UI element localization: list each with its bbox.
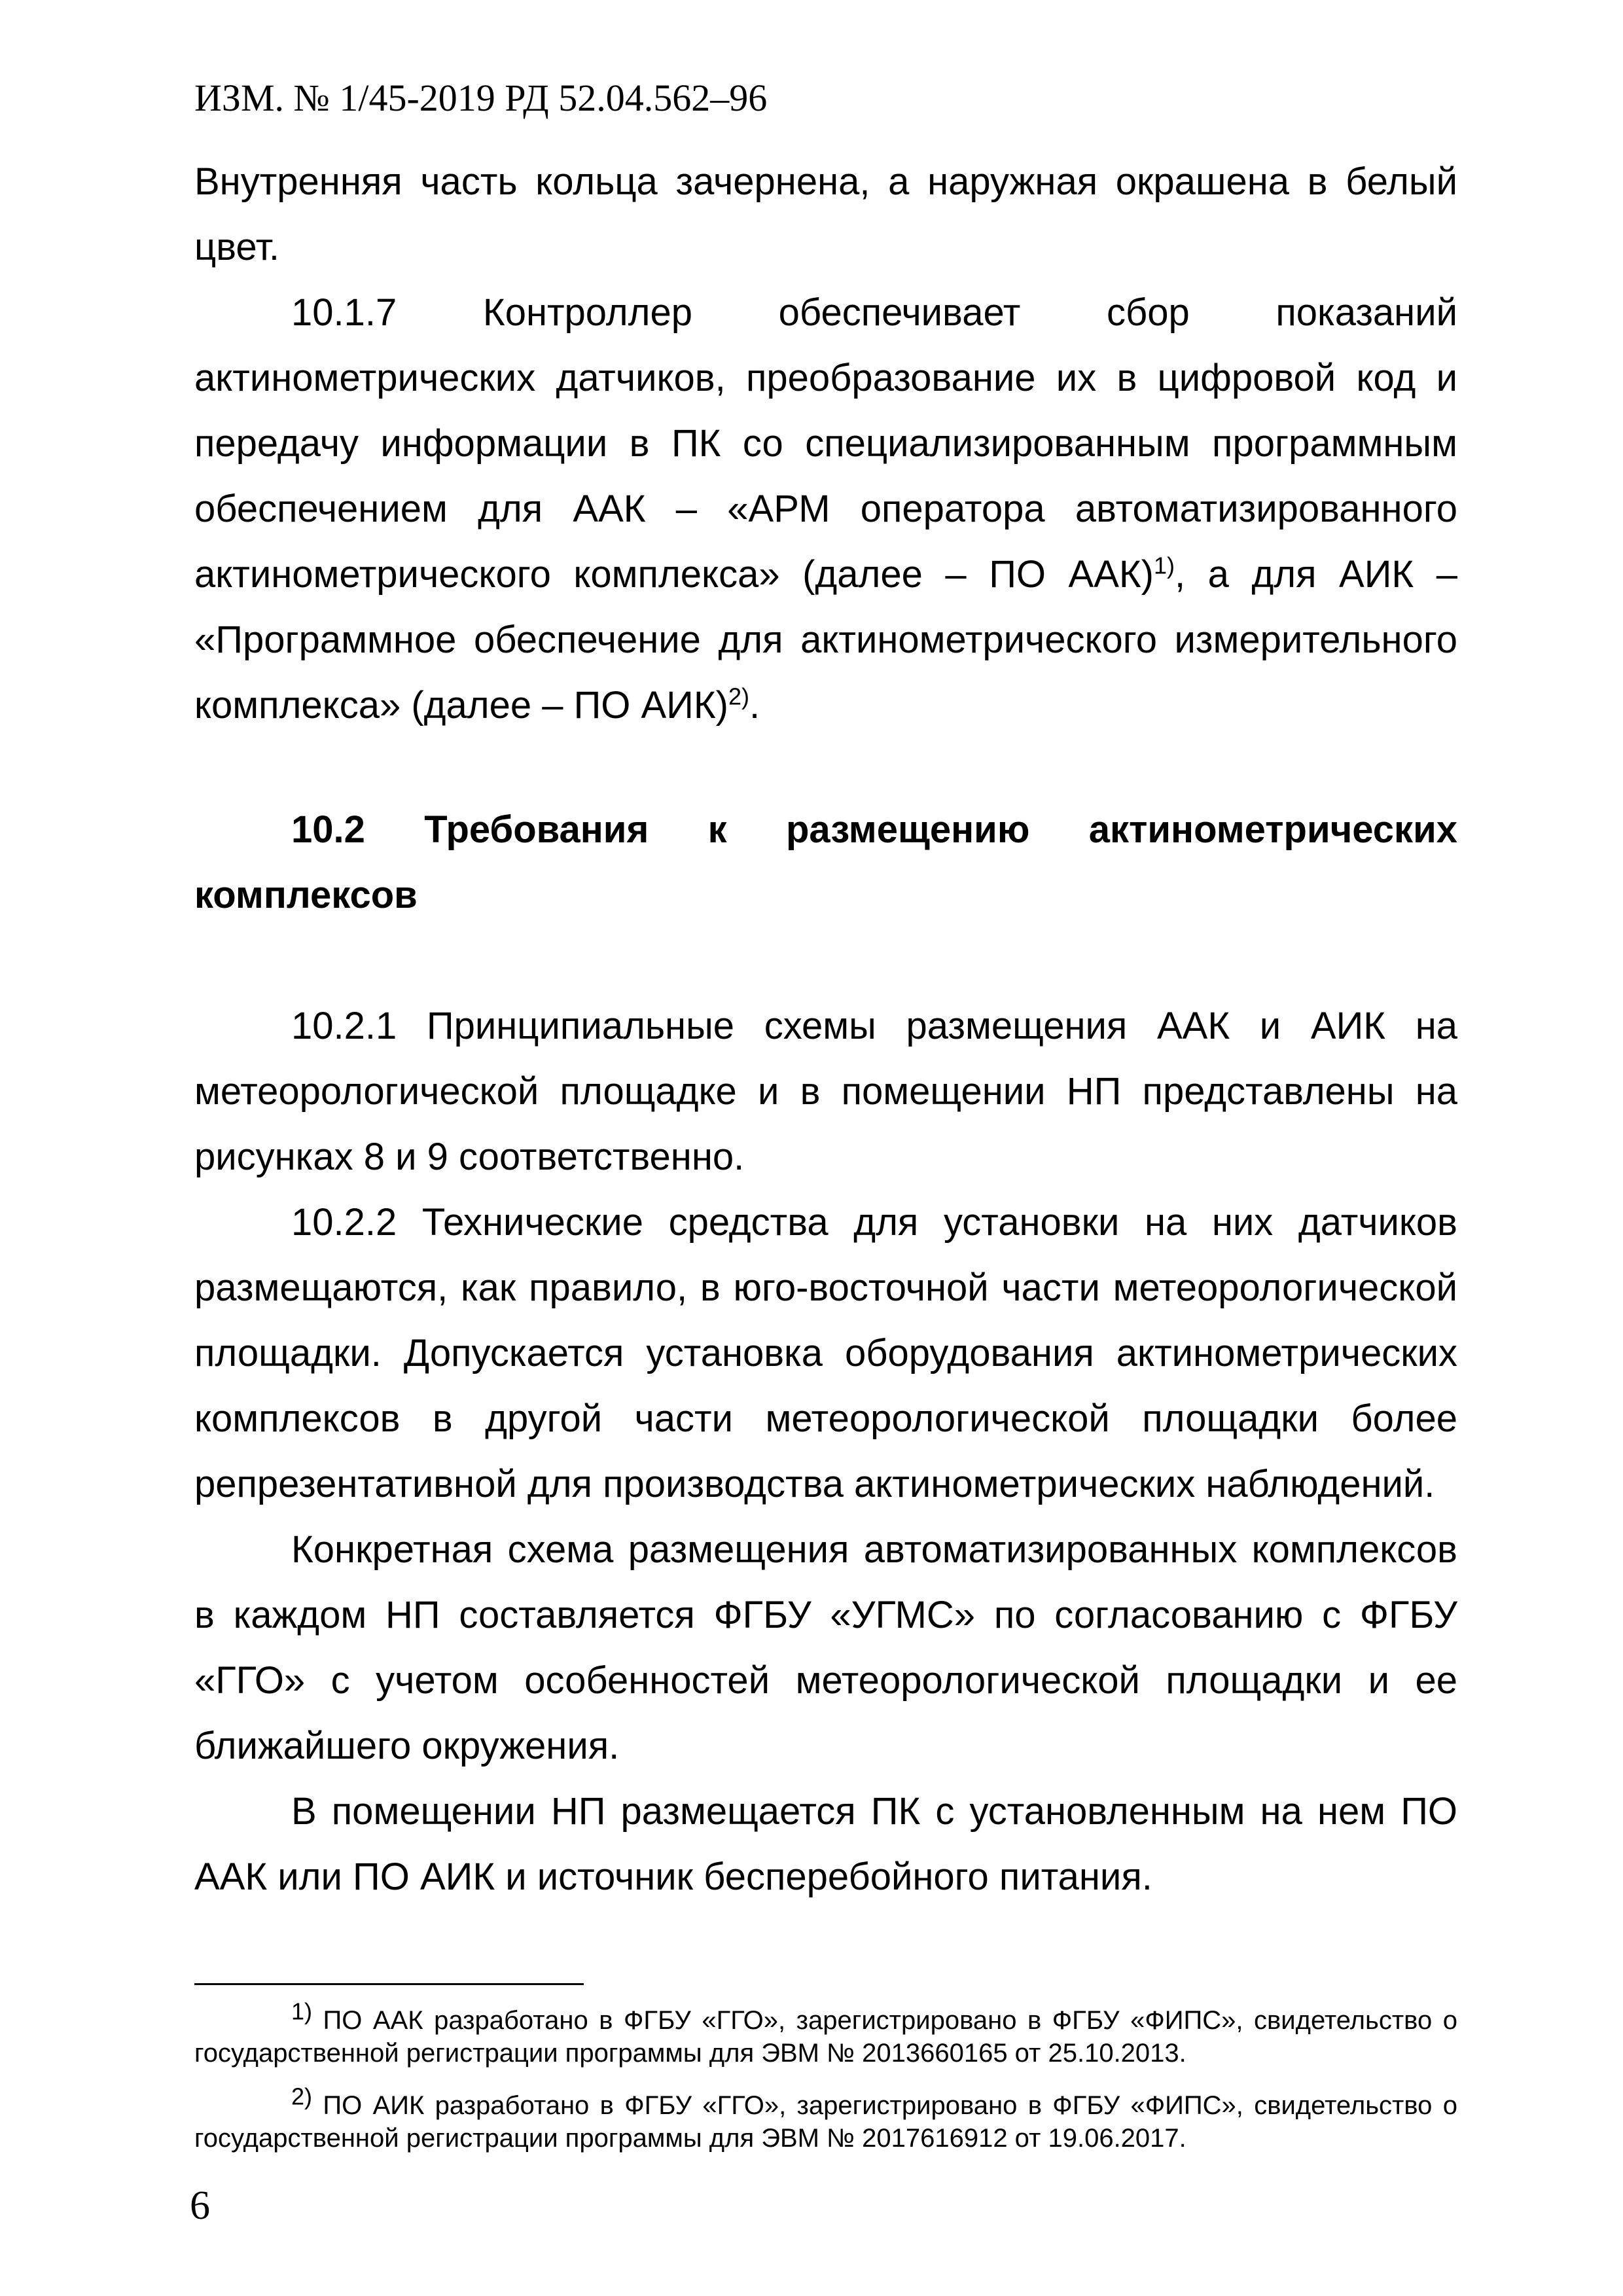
footnote-1 [194,1998,1457,2070]
paragraph-pc-placement [194,1779,1457,1910]
paragraph-10-2-1 [194,994,1457,1190]
footnote-text: ПО ААК разработано в ФГБУ «ГГО», зарегистрировано в ФГБУ «ФИПС», свидетельство о государственной регистрации программы для ЭВМ № 2013660165 от 25.10.2013. [194,2006,1457,2068]
page-number: 6 [190,2183,210,2228]
paragraph-text: В помещении НП размещается ПК с установленным на нем ПО ААК или ПО АИК и источник бесперебойного питания. [194,1790,1457,1898]
footnote-marker: 1) [291,1998,313,2025]
paragraph-text: 10.1.7 Контроллер обеспечивает сбор показаний актинометрических датчиков, преобразование их в цифровой код и передачу информации в ПК со специализированным программным обеспечением для ААК – «АРМ оператора автоматизированного актинометрического комплекса» (далее – ПО ААК) [194,291,1457,596]
document-header: ИЗМ. № 1/45-2019 РД 52.04.562–96 [194,77,768,119]
section-heading-10-2 [194,797,1457,928]
footnote-separator [194,1983,584,1985]
footnote-marker: 2) [291,2083,313,2110]
paragraph-text: Внутренняя часть кольца зачернена, а наружная окрашена в белый цвет. [194,160,1457,268]
paragraph-text: Конкретная схема размещения автоматизированных комплексов в каждом НП составляется ФГБУ «УГМС» по согласованию с ФГБУ «ГГО» с учетом особенностей метеорологической площадки и ее ближайшего окружения. [194,1528,1457,1767]
paragraph-text: 10.2.2 Технические средства для установки на них датчиков размещаются, как правило, в юго-восточной части метеорологической площадки. Допускается установка оборудования актинометрических комплексов в другой части метеорологической площадки более репрезентативной для производства актинометрических наблюдений. [194,1201,1457,1505]
paragraph-scheme [194,1517,1457,1779]
paragraph-10-1-7 [194,280,1457,738]
paragraph-text: 10.2.1 Принципиальные схемы размещения ААК и АИК на метеорологической площадке и в помещении НП представлены на рисунках 8 и 9 соответственно. [194,1005,1457,1178]
section-heading-text: 10.2 Требования к размещению актинометрических комплексов [194,808,1457,916]
footnote-text: ПО АИК разработано в ФГБУ «ГГО», зарегистрировано в ФГБУ «ФИПС», свидетельство о государственной регистрации программы для ЭВМ № 2017616912 от 19.06.2017. [194,2091,1457,2153]
paragraph-ring-color [194,149,1457,280]
paragraph-10-2-2 [194,1190,1457,1517]
paragraph-text: , а для АИК – «Программное обеспечение для актинометрического измерительного комплекса» (далее – ПО АИК) [194,553,1457,726]
footnote-ref-2: 2) [728,683,749,710]
footnote-2 [194,2083,1457,2155]
paragraph-text: . [749,684,760,726]
footnote-ref-1: 1) [1154,552,1175,579]
